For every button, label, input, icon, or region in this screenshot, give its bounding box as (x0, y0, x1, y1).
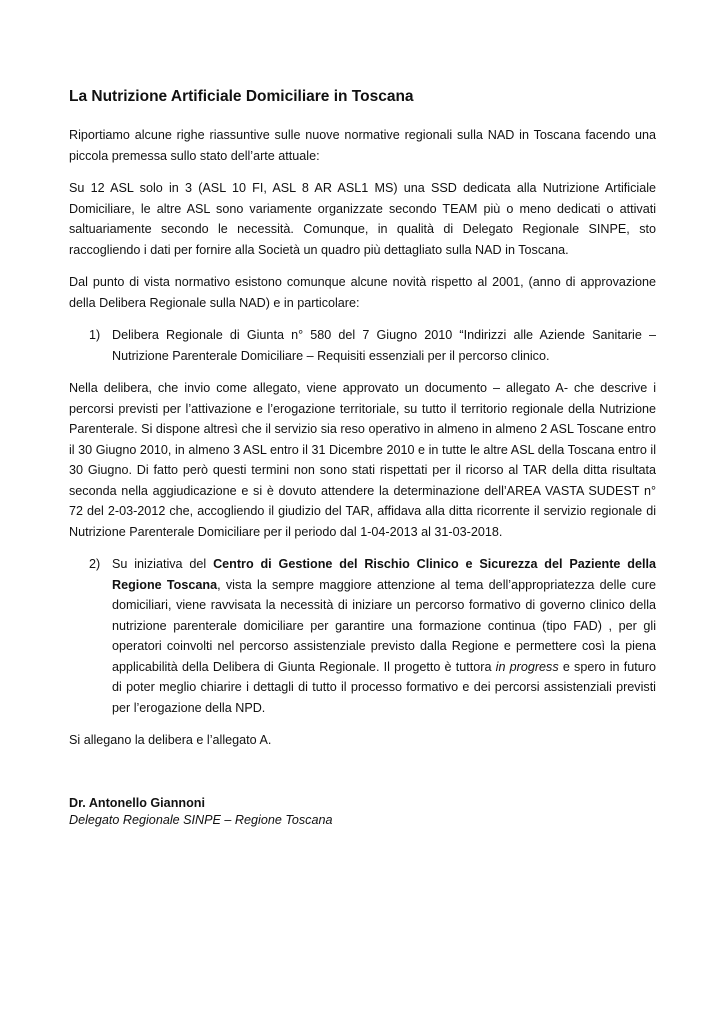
item2-suffix: e spero in futuro di poter meglio chiarire i dettagli di tutto il processo formativo e dei percorsi assistenziali previsti per l’erogazione della NPD. (112, 659, 656, 715)
document-title: La Nutrizione Artificiale Domiciliare in Toscana (69, 88, 414, 105)
list-item-2 (69, 554, 656, 718)
list-item-text (112, 554, 656, 718)
list-item-1 (69, 325, 656, 366)
item2-bold-entity: Centro di Gestione del Rischio Clinico e Sicurezza del Paziente della Regione Toscana (112, 557, 656, 592)
signature-role: Delegato Regionale SINPE – Regione Toscana (69, 812, 333, 827)
list-item-text: Delibera Regionale di Giunta n° 580 del 7 Giugno 2010 “Indirizzi alle Aziende Sanitarie – Nutrizione Parenterale Domiciliare – Requisiti essenziali per il percorso clinico. (112, 328, 656, 363)
signature-name: Dr. Antonello Giannoni (69, 795, 205, 810)
item2-italic: in progress (495, 659, 559, 674)
intro-paragraph: Riportiamo alcune righe riassuntive sulle nuove normative regionali sulla NAD in Toscana facendo una piccola premessa sullo stato dell’arte attuale: (69, 128, 656, 163)
list-item-number: 2) (89, 557, 101, 571)
normative-paragraph: Dal punto di vista normativo esistono comunque alcune novità rispetto al 2001, (anno di approvazione della Delibera Regionale sulla NAD) e in particolare: (69, 275, 656, 310)
delibera-paragraph: Nella delibera, che invio come allegato, viene approvato un documento – allegato A- che descrive i percorsi previsti per l’attivazione e l’erogazione territoriale, su tutto il territorio regionale della Nutrizione Parenterale. Si dispone altresì che il servizio sia reso operativo in almeno in almeno 2 ASL Toscane entro il 30 Giugno 2010, in almeno 3 ASL entro il 31 Dicembre 2010 e in tutte le altre ASL della Toscana entro il 30 Giugno. Di fatto però questi termini non sono stati rispettati per il ricorso al TAR della ditta risultata seconda nella aggiudicazione e si è dovuto attendere la determinazione dell’AREA VASTA SUDEST n° 72 del 2-03-2012 che, accogliendo il giudizio del TAR, affidava alla ditta ricorrente il servizio regionale di Nutrizione Parenterale Domiciliare per il periodo dal 1-04-2013 al 31-03-2018. (69, 381, 656, 539)
asl-paragraph: Su 12 ASL solo in 3 (ASL 10 FI, ASL 8 AR ASL1 MS) una SSD dedicata alla Nutrizione Artificiale Domiciliare, le altre ASL sono variamente organizzate secondo TEAM più o meno dedicati o attivati saltuariamente secondo le necessità. Comunque, in qualità di Delegato Regionale SINPE, sto raccogliendo i dati per fornire alla Società un quadro più dettagliato sulla NAD in Toscana. (69, 181, 656, 257)
item2-prefix: Su iniziativa del (112, 557, 214, 571)
signature-block (69, 795, 656, 829)
attachments-paragraph: Si allegano la delibera e l’allegato A. (69, 733, 272, 747)
item2-middle: , vista la sempre maggiore attenzione al tema dell’appropriatezza delle cure domiciliari, viene ravvisata la necessità di iniziare un percorso formativo di governo clinico della nutrizione parenterale domiciliare per garantire una formazione continua (tipo FAD) , per gli operatori coinvolti nel percorso assistenziale previsto dalla Regione e permettere così la piena applicabilità della Delibera di Giunta Regionale. Il progetto è tuttora (112, 577, 656, 674)
document-page (69, 86, 656, 829)
list-item-number: 1) (89, 328, 101, 342)
